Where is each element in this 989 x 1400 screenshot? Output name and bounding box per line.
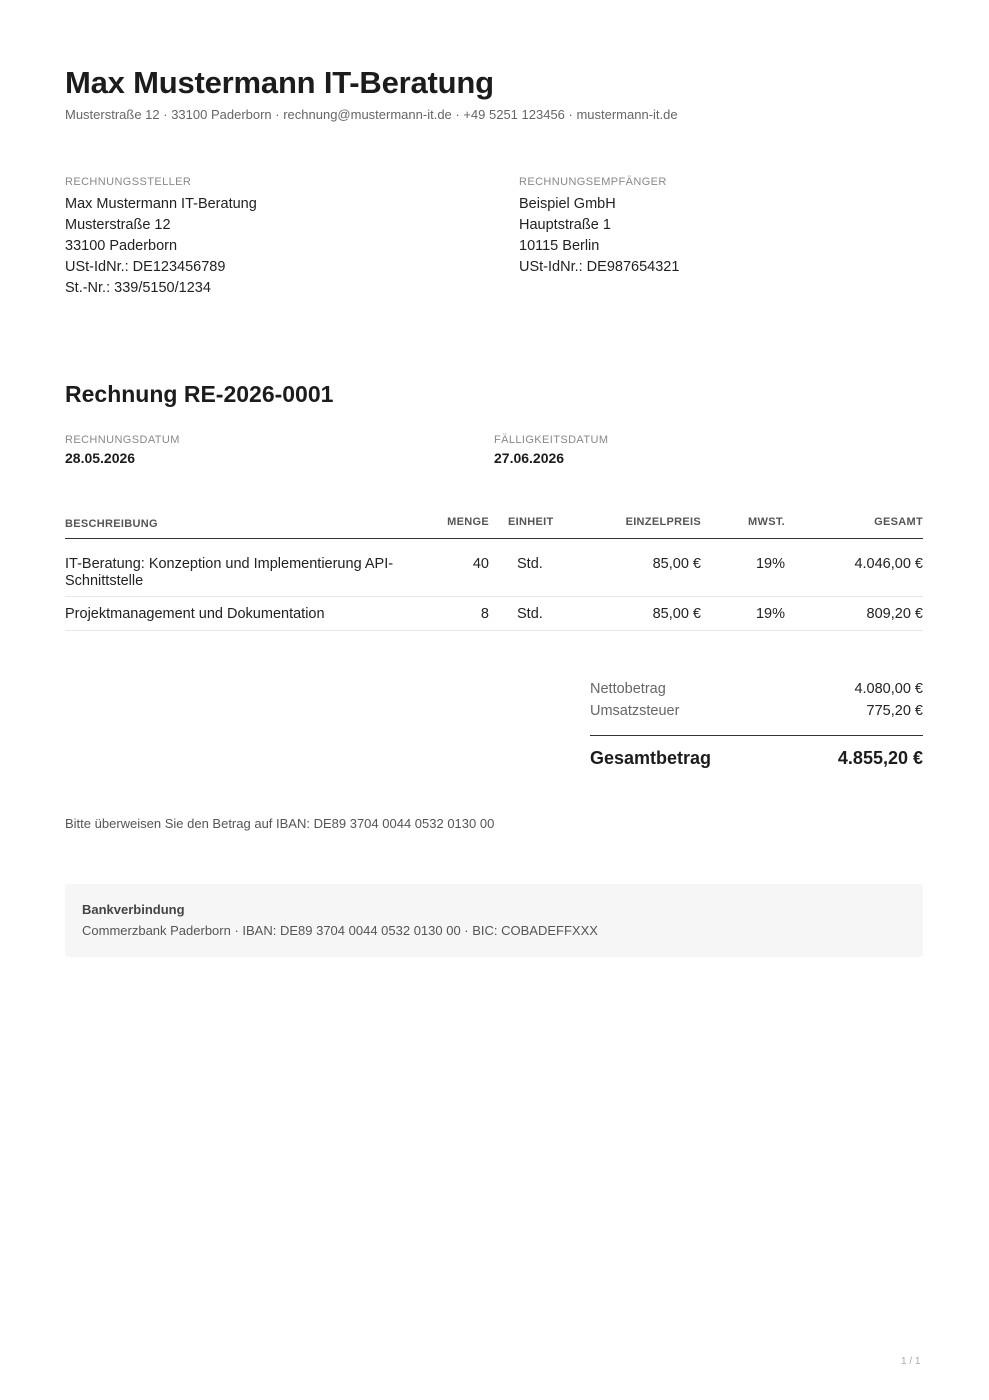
header-unit-price: EINZELPREIS [625, 516, 701, 528]
grand-total-label: Gesamtbetrag [590, 748, 712, 768]
item-description: Projektmanagement und Dokumentation [65, 606, 325, 622]
net-amount: 4.080,00 € [854, 681, 923, 697]
table-row [65, 539, 923, 597]
recipient-line: Hauptstraße 1 [519, 217, 611, 233]
sender-block [65, 175, 257, 299]
tax-label: Umsatzsteuer [590, 703, 680, 719]
line-items-table [65, 508, 923, 631]
company-contact-line: Musterstraße 12 · 33100 Paderborn · rechnung@mustermann-it.de · +49 5251 123456 · mustermann-it.de [65, 107, 678, 122]
item-unit: Std. [517, 556, 543, 572]
recipient-line: 10115 Berlin [519, 238, 600, 254]
sender-line: St.-Nr.: 339/5150/1234 [65, 280, 211, 296]
table-header [65, 508, 923, 539]
header-vat: MWST. [748, 516, 785, 528]
sender-line: 33100 Paderborn [65, 238, 178, 254]
item-quantity: 40 [472, 556, 489, 572]
item-total: 4.046,00 € [854, 556, 923, 572]
company-name: Max Mustermann IT-Beratung [65, 65, 494, 100]
item-vat: 19% [755, 606, 785, 622]
item-vat: 19% [755, 556, 785, 572]
header-quantity: MENGE [447, 516, 489, 528]
bank-title: Bankverbindung [82, 902, 185, 917]
due-date: 27.06.2026 [494, 450, 565, 466]
item-unit-price: 85,00 € [652, 556, 701, 572]
item-quantity: 8 [480, 606, 489, 622]
page-number: 1 / 1 [901, 1356, 921, 1367]
recipient-label: RECHNUNGSEMPFÄNGER [519, 176, 667, 188]
tax-row [590, 703, 923, 725]
recipient-line: USt-IdNr.: DE987654321 [519, 259, 680, 275]
totals-block [590, 681, 923, 772]
header-total: GESAMT [874, 516, 923, 528]
header-unit: EINHEIT [508, 516, 554, 528]
net-label: Nettobetrag [590, 681, 666, 697]
item-description: IT-Beratung: Konzeption und Implementierung API-Schnittstelle [65, 556, 394, 589]
tax-amount: 775,20 € [866, 703, 923, 719]
item-total: 809,20 € [866, 606, 923, 622]
invoice-date-block [65, 433, 180, 466]
header-description: BESCHREIBUNG [65, 518, 158, 530]
due-date-label: FÄLLIGKEITSDATUM [494, 434, 609, 446]
item-unit-price: 85,00 € [652, 606, 701, 622]
invoice-date: 28.05.2026 [65, 450, 136, 466]
sender-line: Max Mustermann IT-Beratung [65, 196, 257, 212]
sender-line: Musterstraße 12 [65, 217, 171, 233]
recipient-line: Beispiel GmbH [519, 196, 616, 212]
grand-total-row [590, 735, 923, 772]
payment-note: Bitte überweisen Sie den Betrag auf IBAN: DE89 3704 0044 0532 0130 00 [65, 816, 495, 831]
bank-details-box [65, 884, 923, 957]
sender-line: USt-IdNr.: DE123456789 [65, 259, 226, 275]
grand-total-amount: 4.855,20 € [837, 748, 923, 768]
bank-details: Commerzbank Paderborn · IBAN: DE89 3704 0044 0532 0130 00 · BIC: COBADEFFXXX [82, 923, 598, 938]
invoice-date-label: RECHNUNGSDATUM [65, 434, 180, 446]
due-date-block [494, 433, 608, 466]
sender-label: RECHNUNGSSTELLER [65, 176, 192, 188]
invoice-title: Rechnung RE-2026-0001 [65, 381, 334, 407]
net-row [590, 681, 923, 703]
recipient-block [519, 175, 679, 278]
table-row [65, 597, 923, 631]
item-unit: Std. [517, 606, 543, 622]
